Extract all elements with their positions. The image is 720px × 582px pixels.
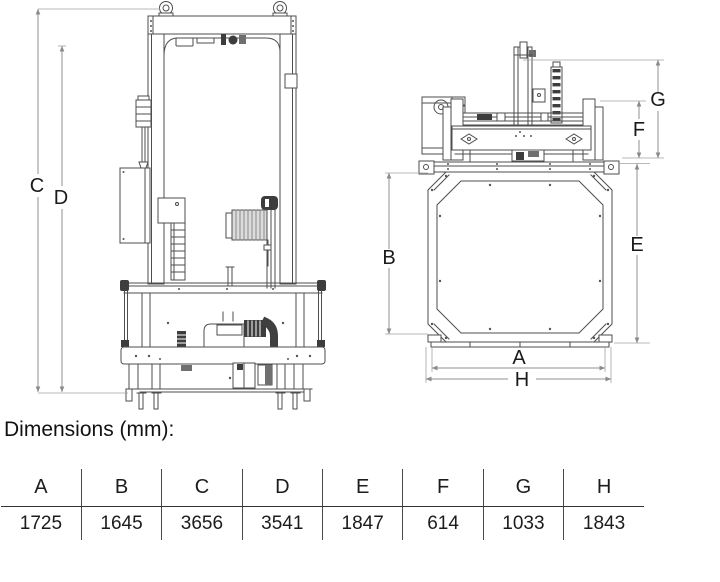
press-platen <box>452 126 591 162</box>
table-header-c: C <box>162 469 242 507</box>
table-header-d: D <box>242 469 322 507</box>
top-beam <box>148 16 296 34</box>
electrical-cabinet <box>120 168 150 243</box>
table-value-a: 1725 <box>1 507 81 541</box>
dim-label-h: H <box>514 369 530 391</box>
dim-label-g: G <box>650 89 666 111</box>
under-beam-parts <box>164 34 280 56</box>
table-header-b: B <box>81 469 161 507</box>
table-value-c: 3656 <box>162 507 242 541</box>
front-view-machine <box>120 2 326 410</box>
dimensions-table-value-row <box>1 507 644 541</box>
base-platform <box>121 347 325 364</box>
dimensions-table-header-row <box>1 469 644 507</box>
table-value-e: 1847 <box>323 507 403 541</box>
strapping-unit <box>167 312 284 347</box>
mast-bracket <box>533 89 545 102</box>
dim-label-d: D <box>53 187 69 209</box>
table-value-g: 1033 <box>483 507 563 541</box>
dim-label-e: E <box>630 234 644 256</box>
dim-label-b: B <box>382 247 396 269</box>
table-value-d: 3541 <box>242 507 322 541</box>
under-frame-and-legs <box>126 363 312 409</box>
dimensions-caption: Dimensions (mm): <box>4 418 175 441</box>
carriage-rails <box>448 113 598 125</box>
table-header-a: A <box>1 469 81 507</box>
frame-hoop <box>428 172 612 347</box>
dim-label-f: F <box>632 119 646 141</box>
table-header-g: G <box>483 469 563 507</box>
table-header-f: F <box>403 469 483 507</box>
side-view-machine <box>419 42 619 347</box>
dimensions-table <box>1 469 644 540</box>
dim-label-a: A <box>512 347 526 369</box>
dim-label-c: C <box>29 175 45 197</box>
strap-coil-assembly <box>226 196 278 288</box>
table-value-b: 1645 <box>81 507 161 541</box>
table-value-h: 1843 <box>582 512 626 534</box>
drive-chain <box>551 62 562 123</box>
table-value-f: 614 <box>403 507 483 541</box>
table-header-h: H <box>564 469 644 507</box>
table-header-e: E <box>323 469 403 507</box>
